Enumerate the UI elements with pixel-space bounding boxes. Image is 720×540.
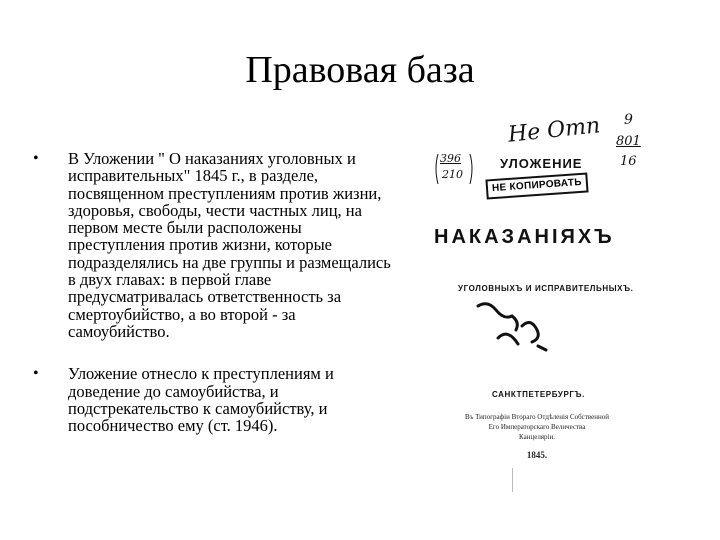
- imprint-line: Канцеляріи.: [519, 433, 555, 441]
- stamp: НЕ КОПИРОВАТЬ: [485, 172, 588, 199]
- handwritten-number: 9: [624, 112, 633, 128]
- scan-artifact: [512, 468, 513, 492]
- bullet-marker: •: [33, 150, 39, 167]
- cover-main-heading: НАКАЗАНІЯХЪ: [434, 226, 615, 248]
- cover-year: 1845.: [526, 450, 548, 460]
- bullet-item: [30, 150, 400, 340]
- handwritten-scribble: [472, 298, 552, 358]
- bullet-list: [30, 150, 400, 459]
- shelf-mark: 210: [442, 168, 463, 181]
- imprint-line: Его Императорскаго Величества: [488, 423, 586, 431]
- slide-title: Правовая база: [245, 49, 475, 91]
- cover-city: САНКТПЕТЕРБУРГЪ.: [492, 390, 585, 399]
- handwritten-number: 801: [616, 134, 641, 149]
- bullet-text: В Уложении " О наказаниях уголовных и исправительных" 1845 г., в разделе, посвященном преступлениям против жизни, здоровья, свободы, чести частных лиц, на первом месте были расположены преступления против жизни, которые подразделялись на две группы и размещались в двух главах: в первой главе предусматривалась ответственность за смертоубийство, а во второй - за самоубийство.: [68, 149, 391, 341]
- cover-subheading: УГОЛОВНЫХЪ И ИСПРАВИТЕЛЬНЫХЪ.: [458, 284, 634, 293]
- handwritten-note: Не Отп: [506, 113, 602, 148]
- shelf-mark-bracket: [434, 152, 474, 186]
- shelf-mark: 396: [440, 152, 461, 165]
- imprint-line: Въ Типографіи Втораго Отдѣленія Собственной: [465, 413, 609, 421]
- bullet-text: Уложение отнесло к преступлениям и доведение до самоубийства, и подстрекательство к самоубийству, и пособничество ему (ст. 1946).: [68, 364, 334, 436]
- bullet-marker: •: [33, 365, 39, 383]
- book-cover-scan: [428, 112, 658, 500]
- bullet-item: [30, 365, 400, 434]
- cover-heading: УЛОЖЕНИЕ: [500, 156, 583, 171]
- handwritten-number: 16: [620, 154, 637, 169]
